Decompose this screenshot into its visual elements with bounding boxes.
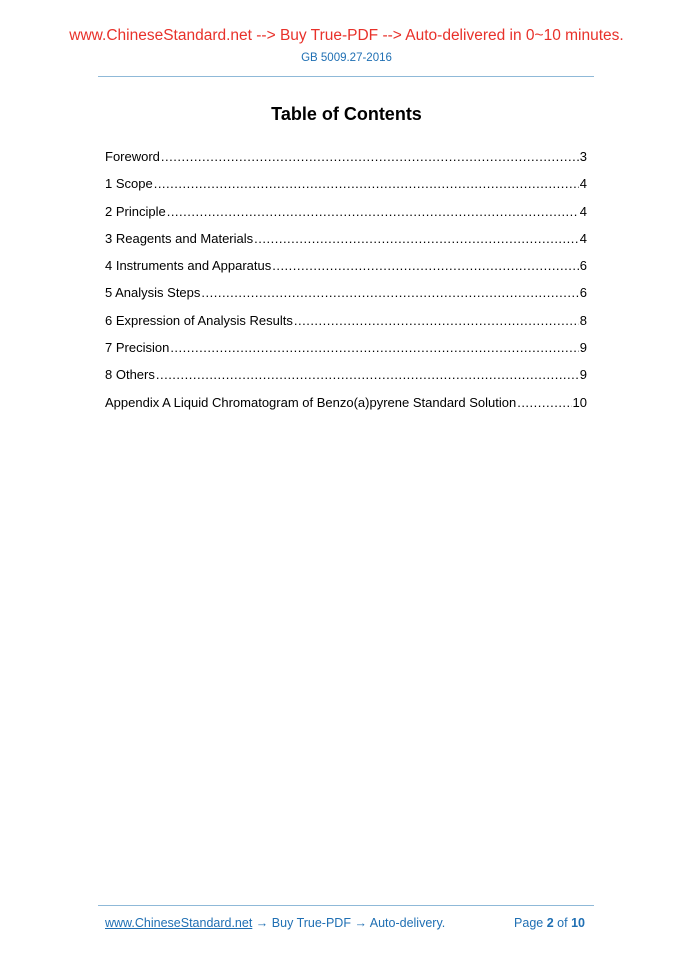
toc-entry-reagents[interactable] bbox=[105, 230, 587, 257]
toc-entry-page: 9 bbox=[579, 367, 587, 383]
standard-code: GB 5009.27-2016 bbox=[301, 52, 392, 64]
toc-entry-page: 6 bbox=[579, 258, 587, 274]
of-word: of bbox=[557, 916, 568, 930]
toc-entry-page: 10 bbox=[572, 394, 587, 410]
toc-entry-label: 1 Scope bbox=[105, 176, 153, 192]
dot-leader bbox=[272, 257, 579, 274]
toc-entry-precision[interactable] bbox=[105, 339, 587, 366]
dot-leader bbox=[154, 175, 579, 192]
total-pages: 10 bbox=[571, 916, 585, 930]
toc-entry-page: 4 bbox=[579, 176, 587, 192]
toc-entry-principle[interactable] bbox=[105, 203, 587, 230]
current-page: 2 bbox=[546, 916, 554, 930]
toc-entry-appendix-a[interactable] bbox=[105, 394, 587, 421]
page-number bbox=[514, 916, 585, 930]
arrow-right-icon: → bbox=[354, 916, 367, 930]
dot-leader bbox=[161, 148, 579, 165]
page-word: Page bbox=[514, 916, 544, 930]
toc-entry-label: 8 Others bbox=[105, 367, 155, 383]
dot-leader bbox=[517, 394, 571, 411]
toc-entry-page: 3 bbox=[579, 149, 587, 164]
toc-entry-page: 8 bbox=[579, 312, 587, 328]
footer-delivery-text: Auto-delivery. bbox=[369, 916, 446, 930]
arrow-right-icon: → bbox=[255, 916, 269, 930]
toc-entry-label: 3 Reagents and Materials bbox=[105, 230, 254, 246]
dot-leader bbox=[156, 366, 579, 383]
toc-entry-page: 4 bbox=[579, 203, 587, 219]
dot-leader bbox=[170, 339, 578, 356]
toc-entry-others[interactable] bbox=[105, 366, 587, 393]
toc-entry-expression-results[interactable] bbox=[105, 312, 587, 339]
dot-leader bbox=[254, 230, 579, 247]
toc-entry-page: 4 bbox=[579, 230, 587, 246]
table-of-contents bbox=[105, 148, 587, 421]
toc-entry-label: 5 Analysis Steps bbox=[105, 285, 201, 301]
toc-entry-label: Appendix A Liquid Chromatogram of Benzo(a)pyrene Standard Solution bbox=[105, 394, 517, 410]
dot-leader bbox=[201, 284, 578, 301]
footer-site-link[interactable]: www.ChineseStandard.net bbox=[105, 916, 253, 930]
footer-buy-text: Buy True-PDF bbox=[271, 916, 351, 930]
toc-entry-scope[interactable] bbox=[105, 175, 587, 202]
footer-promo bbox=[105, 916, 445, 930]
toc-entry-page: 9 bbox=[579, 340, 587, 356]
dot-leader bbox=[167, 203, 579, 220]
promo-banner[interactable]: www.ChineseStandard.net --> Buy True-PDF --> Auto-delivered in 0~10 minutes. bbox=[69, 27, 624, 44]
toc-entry-label: 2 Principle bbox=[105, 203, 166, 219]
toc-entry-label: Foreword bbox=[105, 149, 160, 164]
toc-entry-analysis-steps[interactable] bbox=[105, 284, 587, 311]
toc-entry-page: 6 bbox=[579, 285, 587, 301]
header-divider bbox=[98, 76, 594, 77]
footer-divider bbox=[98, 905, 594, 906]
toc-entry-label: 4 Instruments and Apparatus bbox=[105, 258, 272, 274]
toc-title: Table of Contents bbox=[271, 104, 422, 124]
toc-entry-instruments[interactable] bbox=[105, 257, 587, 284]
toc-entry-foreword[interactable] bbox=[105, 148, 587, 175]
dot-leader bbox=[294, 312, 579, 329]
toc-entry-label: 6 Expression of Analysis Results bbox=[105, 312, 293, 328]
toc-entry-label: 7 Precision bbox=[105, 340, 170, 356]
